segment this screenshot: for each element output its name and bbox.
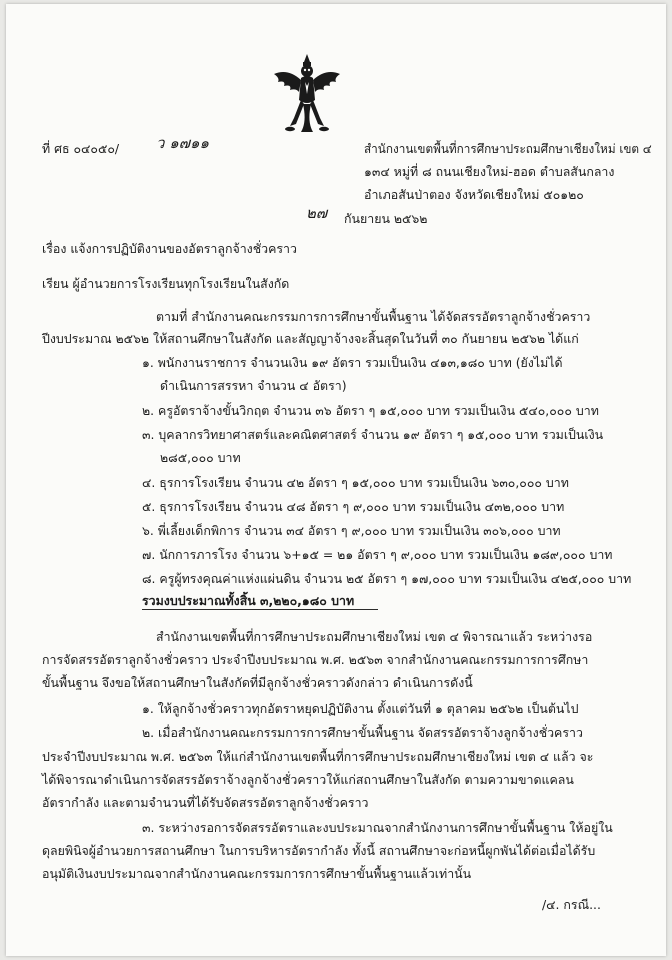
letter-page <box>6 4 666 956</box>
list-item: ๖. พี่เลี้ยงเด็กพิการ จำนวน ๓๔ อัตรา ๆ ๙,๐๐๐ บาท รวมเป็นเงิน ๓๐๖,๐๐๐ บาท <box>142 523 561 538</box>
para2-item-2-line3: ได้พิจารณาดำเนินการจัดสรรอัตราจ้างลูกจ้างชั่วคราวให้แก่สถานศึกษาในสังกัด ตามความขาดแคลน <box>42 772 574 787</box>
reference-handwritten: ว ๑๗๑๑ <box>156 134 210 152</box>
para2-line3: ขั้นพื้นฐาน จึงขอให้สถานศึกษาในสังกัดที่มีลูกจ้างชั่วคราวดังกล่าว ดำเนินการดังนี้ <box>42 675 473 690</box>
budget-total: รวมงบประมาณทั้งสิ้น ๓,๒๒๐,๑๘๐ บาท <box>142 593 355 608</box>
para1-line2: ปีงบประมาณ ๒๕๖๒ ให้สถานศึกษาในสังกัด และสัญญาจ้างจะสิ้นสุดในวันที่ ๓๐ กันยายน ๒๕๖๒ ได้แก่ <box>42 331 579 346</box>
office-address-2: อำเภอสันป่าตอง จังหวัดเชียงใหม่ ๕๐๑๒๐ <box>364 187 584 202</box>
reference-number: ที่ ศธ ๐๔๐๕๐/ <box>42 141 120 156</box>
total-underline <box>142 609 378 610</box>
subject-line: เรื่อง แจ้งการปฏิบัติงานของอัตราลูกจ้างชั่วคราว <box>42 241 297 256</box>
list-item: ๔. ธุรการโรงเรียน จำนวน ๔๒ อัตรา ๆ ๑๕,๐๐๐ บาท รวมเป็นเงิน ๖๓๐,๐๐๐ บาท <box>142 475 569 490</box>
addressee-line: เรียน ผู้อำนวยการโรงเรียนทุกโรงเรียนในสังกัด <box>42 276 290 291</box>
para2-item-1: ๑. ให้ลูกจ้างชั่วคราวทุกอัตราหยุดปฏิบัติงาน ตั้งแต่วันที่ ๑ ตุลาคม ๒๕๖๒ เป็นต้นไป <box>142 701 579 716</box>
list-item: ๒. ครูอัตราจ้างขั้นวิกฤต จำนวน ๓๖ อัตรา ๆ ๑๕,๐๐๐ บาท รวมเป็นเงิน ๕๔๐,๐๐๐ บาท <box>142 403 599 418</box>
para1-line1: ตามที่ สำนักงานคณะกรรมการการศึกษาขั้นพื้นฐาน ได้จัดสรรอัตราลูกจ้างชั่วคราว <box>156 309 591 324</box>
para2-line1: สำนักงานเขตพื้นที่การศึกษาประถมศึกษาเชียงใหม่ เขต ๔ พิจารณาแล้ว ระหว่างรอ <box>156 629 593 644</box>
para2-line2: การจัดสรรอัตราลูกจ้างชั่วคราว ประจำปีงบประมาณ พ.ศ. ๒๕๖๓ จากสำนักงานคณะกรรมการการศึกษา <box>42 652 589 667</box>
list-item: ๒๘๕,๐๐๐ บาท <box>160 450 241 465</box>
continued-marker: /๔. กรณี... <box>542 897 601 912</box>
para2-item-3-line2: ดุลยพินิจผู้อำนวยการสถานศึกษา ในการบริหารอัตรากำลัง ทั้งนี้ สถานศึกษาจะก่อหนี้ผูกพันได้ต่อเมื่อได้รับ <box>42 843 596 858</box>
para2-item-2-line1: ๒. เมื่อสำนักงานคณะกรรมการการศึกษาขั้นพื้นฐาน จัดสรรอัตราจ้างลูกจ้างชั่วคราว <box>142 725 583 740</box>
para2-item-2-line4: อัตรากำลัง และตามจำนวนที่ได้รับจัดสรรอัตราลูกจ้างชั่วคราว <box>42 795 369 810</box>
list-item: ๑. พนักงานราชการ จำนวนเงิน ๑๙ อัตรา รวมเป็นเงิน ๔๑๓,๑๘๐ บาท (ยังไม่ได้ <box>142 355 563 370</box>
date-day-handwritten: ๒๗ <box>306 204 328 222</box>
date-month-year: กันยายน ๒๕๖๒ <box>344 211 428 226</box>
garuda-emblem-icon <box>270 52 344 134</box>
list-item: ๕. ธุรการโรงเรียน จำนวน ๔๘ อัตรา ๆ ๙,๐๐๐ บาท รวมเป็นเงิน ๔๓๒,๐๐๐ บาท <box>142 499 565 514</box>
para2-item-3-line1: ๓. ระหว่างรอการจัดสรรอัตราและงบประมาณจากสำนักงานการศึกษาขั้นพื้นฐาน ให้อยู่ใน <box>142 820 613 835</box>
office-name: สำนักงานเขตพื้นที่การศึกษาประถมศึกษาเชียงใหม่ เขต ๔ <box>364 141 652 156</box>
para2-item-2-line2: ประจำปีงบประมาณ พ.ศ. ๒๕๖๓ ให้แก่สำนักงานเขตพื้นที่การศึกษาประถมศึกษาเชียงใหม่ เขต ๔ แล้ว จะ <box>42 749 594 764</box>
list-item: ดำเนินการสรรหา จำนวน ๔ อัตรา) <box>160 378 347 393</box>
para2-item-3-line3: อนุมัติเงินงบประมาณจากสำนักงานคณะกรรมการการศึกษาขั้นพื้นฐานแล้วเท่านั้น <box>42 866 472 881</box>
list-item: ๓. บุคลากรวิทยาศาสตร์และคณิตศาสตร์ จำนวน ๑๙ อัตรา ๆ ๑๕,๐๐๐ บาท รวมเป็นเงิน <box>142 427 604 442</box>
office-address-1: ๑๓๔ หมู่ที่ ๘ ถนนเชียงใหม่-ฮอด ตำบลสันกลาง <box>364 164 615 179</box>
list-item: ๘. ครูผู้ทรงคุณค่าแห่งแผ่นดิน จำนวน ๒๕ อัตรา ๆ ๑๗,๐๐๐ บาท รวมเป็นเงิน ๔๒๕,๐๐๐ บาท <box>142 571 632 586</box>
list-item: ๗. นักการภารโรง จำนวน ๖+๑๕ = ๒๑ อัตรา ๆ ๙,๐๐๐ บาท รวมเป็นเงิน ๑๘๙,๐๐๐ บาท <box>142 547 613 562</box>
